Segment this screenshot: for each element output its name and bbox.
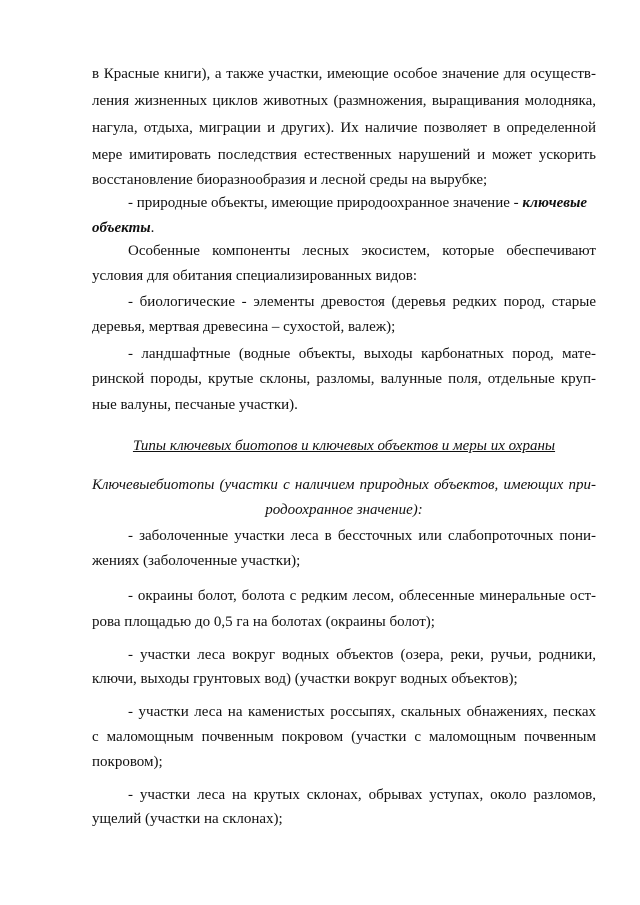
paragraph-5-line-3: ные валуны, песчаные участки).	[92, 397, 298, 413]
paragraph-5-line-1: - ландшафтные (водные объекты, выходы карбонатных пород, мате-	[128, 346, 596, 362]
paragraph-2-term-part-2: объекты	[92, 220, 151, 236]
list-item-3-line-1: - участки леса вокруг водных объектов (озера, реки, ручьи, родники,	[128, 647, 596, 663]
paragraph-4-line-1: - биологические - элементы древостоя (деревья редких пород, старые	[128, 294, 596, 310]
subheading-line-1: Ключевыебиотопы (участки с наличием природных объектов, имеющих при-	[92, 477, 596, 493]
list-item-4-line-1: - участки леса на каменистых россыпях, скальных обнажениях, песках	[128, 704, 596, 720]
paragraph-1-line-2: ления жизненных циклов животных (размножения, выращивания молодняка,	[92, 93, 596, 109]
list-item-4-line-2: с маломощным почвенным покровом (участки с маломощным почвенным	[92, 729, 596, 745]
list-item-1-line-2: жениях (заболоченные участки);	[92, 553, 301, 569]
list-item-1-line-1: - заболоченные участки леса в бессточных или слабопроточных пони-	[128, 528, 596, 544]
paragraph-2-term-part-1: ключевые	[522, 195, 588, 211]
paragraph-2-text: - природные объекты, имеющие природоохранное значение -	[128, 195, 523, 211]
paragraph-2-line-1	[128, 194, 596, 212]
subheading-line-2: родоохранное значение):	[265, 502, 423, 518]
list-item-2-line-1: - окраины болот, болота с редким лесом, облесенные минеральные ост-	[128, 588, 596, 604]
paragraph-1-line-3: нагула, отдыха, миграции и других). Их наличие позволяет в определенной	[92, 120, 596, 136]
list-item-5-line-2: ущелий (участки на склонах);	[92, 811, 283, 827]
list-item-5-line-1: - участки леса на крутых склонах, обрывах уступах, около разломов,	[128, 787, 596, 803]
paragraph-4-line-2: деревья, мертвая древесина – сухостой, валеж);	[92, 319, 396, 335]
paragraph-3-line-2: условия для обитания специализированных видов:	[92, 268, 417, 284]
paragraph-2-line-2	[92, 219, 596, 237]
paragraph-5-line-2: ринской породы, крутые склоны, разломы, валунные поля, отдельные круп-	[92, 371, 596, 387]
list-item-3-line-2: ключи, выходы грунтовых вод) (участки вокруг водных объектов);	[92, 671, 518, 687]
section-heading: Типы ключевых биотопов и ключевых объектов и меры их охраны	[132, 438, 556, 454]
paragraph-1-line-4: мере имитировать последствия естественных нарушений и может ускорить	[92, 147, 596, 163]
paragraph-1-line-5: восстановление биоразнообразия и лесной среды на вырубке;	[92, 172, 488, 188]
paragraph-1-line-1: в Красные книги), а также участки, имеющие особое значение для осуществ-	[92, 66, 596, 82]
list-item-4-line-3: покровом);	[92, 754, 163, 770]
list-item-2-line-2: рова площадью до 0,5 га на болотах (окраины болот);	[92, 614, 435, 630]
paragraph-2-tail: .	[150, 220, 155, 236]
paragraph-3-line-1: Особенные компоненты лесных экосистем, которые обеспечивают	[128, 243, 596, 259]
